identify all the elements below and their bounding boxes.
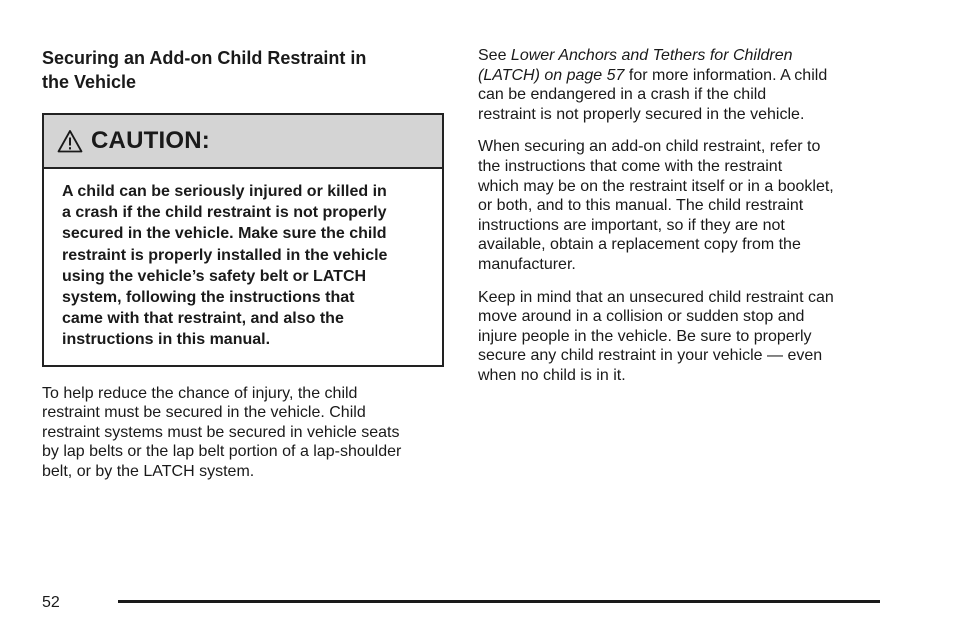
paragraph-line: the instructions that come with the restraint <box>478 157 783 175</box>
section-heading <box>42 46 444 94</box>
paragraph-line: instructions are important, so if they are not <box>478 216 785 234</box>
caution-line: a crash if the child restraint is not properly <box>62 204 387 222</box>
latch-reference-page: (LATCH) on page 57 <box>478 66 625 84</box>
caution-line: secured in the vehicle. Make sure the child <box>62 225 387 243</box>
paragraph-line: secure any child restraint in your vehicle — even <box>478 347 823 365</box>
right-paragraph-3 <box>478 288 898 386</box>
page-number: 52 <box>42 594 60 611</box>
caution-line: came with that restraint, and also the <box>62 310 344 328</box>
paragraph-line: Keep in mind that an unsecured child restraint can <box>478 288 834 306</box>
paragraph-line: restraint systems must be secured in vehicle seats <box>42 423 400 441</box>
paragraph-line: can be endangered in a crash if the child <box>478 86 767 104</box>
caution-header <box>44 115 442 169</box>
caution-text <box>44 169 442 365</box>
caution-line: instructions in this manual. <box>62 331 271 349</box>
paragraph-line: which may be on the restraint itself or in a booklet, <box>478 177 834 195</box>
footer-rule <box>118 600 880 603</box>
left-column <box>42 46 444 495</box>
paragraph-line: move around in a collision or sudden stop and <box>478 308 805 326</box>
paragraph-line: available, obtain a replacement copy from the <box>478 236 801 254</box>
latch-reference: Lower Anchors and Tethers for Children <box>510 47 793 64</box>
paragraph-line: restraint must be secured in the vehicle. Child <box>42 404 366 422</box>
caution-title: CAUTION: <box>91 127 210 154</box>
paragraph-line: by lap belts or the lap belt portion of a lap-shoulder <box>42 443 402 461</box>
caution-line: A child can be seriously injured or killed in <box>62 183 387 200</box>
paragraph-line: when no child is in it. <box>478 366 626 384</box>
warning-triangle-icon <box>57 129 83 153</box>
paragraph-line: for more information. A child <box>624 66 828 84</box>
paragraph-line: or both, and to this manual. The child restraint <box>478 197 804 215</box>
paragraph-line: restraint is not properly secured in the vehicle. <box>478 105 805 123</box>
right-paragraph-1 <box>478 46 898 124</box>
paragraph-line: When securing an add-on child restraint, refer to <box>478 138 821 156</box>
left-paragraph <box>42 384 444 482</box>
paragraph-line: injure people in the vehicle. Be sure to properly <box>478 327 812 345</box>
caution-line: restraint is properly installed in the vehicle <box>62 246 388 264</box>
paragraph-line: manufacturer. <box>478 255 576 273</box>
heading-line-1: Securing an Add-on Child Restraint in <box>42 48 367 68</box>
heading-line-2: the Vehicle <box>42 72 137 92</box>
see-prefix: See <box>478 47 511 64</box>
caution-box <box>42 113 444 367</box>
paragraph-line: belt, or by the LATCH system. <box>42 463 255 480</box>
caution-line: system, following the instructions that <box>62 289 355 307</box>
paragraph-line: To help reduce the chance of injury, the child <box>42 384 358 402</box>
right-column <box>478 46 898 399</box>
caution-line: using the vehicle’s safety belt or LATCH <box>62 267 367 285</box>
right-paragraph-2 <box>478 137 898 274</box>
